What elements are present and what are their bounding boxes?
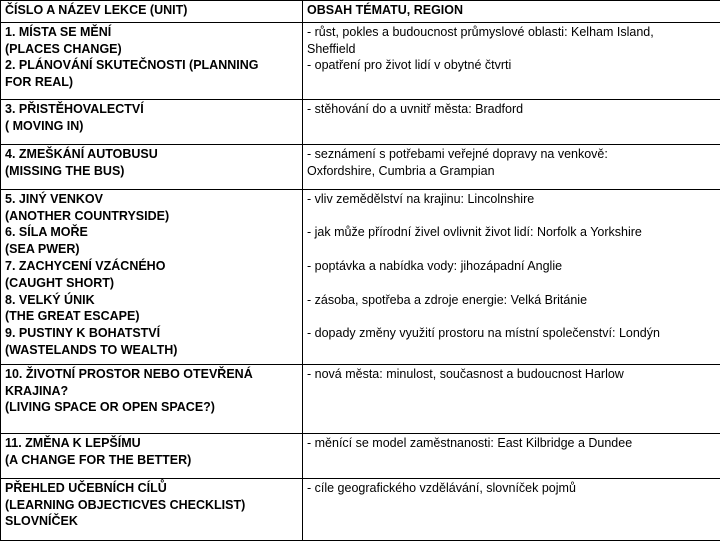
header-unit: ČÍSLO A NÁZEV LEKCE (UNIT) bbox=[1, 1, 303, 23]
content-cell bbox=[303, 99, 720, 144]
unit-text: 5. JINÝ VENKOV (ANOTHER COUNTRYSIDE) 6. SÍLA MOŘE (SEA PWER) 7. ZACHYCENÍ VZÁCNÉHO (CAUGHT SHORT) 8. VELKÝ ÚNIK (THE GREAT ESCAPE) 9. PUSTINY K BOHATSTVÍ (WASTELANDS TO WEALTH) bbox=[5, 191, 298, 359]
unit-text: 3. PŘISTĚHOVALECTVÍ ( MOVING IN) bbox=[5, 101, 298, 135]
content-text: - zásoba, spotřeba a zdroje energie: Velká Británie bbox=[307, 292, 720, 309]
unit-cell bbox=[1, 99, 303, 144]
table-row bbox=[1, 364, 720, 433]
table-row bbox=[1, 189, 720, 364]
content-text: - nová města: minulost, současnost a budoucnost Harlow bbox=[307, 366, 720, 383]
content-text: - seznámení s potřebami veřejné dopravy na venkově: Oxfordshire, Cumbria a Grampian bbox=[307, 146, 720, 180]
content-cell bbox=[303, 433, 720, 478]
content-text: - stěhování do a uvnitř města: Bradford bbox=[307, 101, 720, 118]
unit-text: 1. MÍSTA SE MĚNÍ (PLACES CHANGE) 2. PLÁNOVÁNÍ SKUTEČNOSTI (PLANNING FOR REAL) bbox=[5, 24, 298, 91]
unit-cell bbox=[1, 433, 303, 478]
content-text: - vliv zemědělství na krajinu: Lincolnshire bbox=[307, 191, 720, 208]
unit-text: 11. ZMĚNA K LEPŠÍMU (A CHANGE FOR THE BETTER) bbox=[5, 435, 298, 469]
unit-cell bbox=[1, 478, 303, 540]
table-row bbox=[1, 478, 720, 540]
table-header-row bbox=[1, 1, 720, 23]
table-row bbox=[1, 433, 720, 478]
content-text: - měnící se model zaměstnanosti: East Kilbridge a Dundee bbox=[307, 435, 720, 452]
content-text: - poptávka a nabídka vody: jihozápadní Anglie bbox=[307, 258, 720, 275]
content-cell bbox=[303, 189, 720, 364]
unit-cell bbox=[1, 189, 303, 364]
table-row bbox=[1, 144, 720, 189]
table-row bbox=[1, 22, 720, 99]
unit-text: 10. ŽIVOTNÍ PROSTOR NEBO OTEVŘENÁ KRAJINA? (LIVING SPACE OR OPEN SPACE?) bbox=[5, 366, 298, 416]
content-text: - opatření pro život lidí v obytné čtvrti bbox=[307, 57, 720, 74]
unit-cell bbox=[1, 144, 303, 189]
unit-cell bbox=[1, 22, 303, 99]
unit-text: 4. ZMEŠKÁNÍ AUTOBUSU (MISSING THE BUS) bbox=[5, 146, 298, 180]
content-cell bbox=[303, 364, 720, 433]
content-text: - dopady změny využití prostoru na místní společenství: Londýn bbox=[307, 325, 720, 342]
content-text: - růst, pokles a budoucnost průmyslové oblasti: Kelham Island, Sheffield bbox=[307, 24, 720, 58]
content-cell bbox=[303, 22, 720, 99]
header-content-region: OBSAH TÉMATU, REGION bbox=[303, 1, 720, 23]
content-text: - jak může přírodní živel ovlivnit život lidí: Norfolk a Yorkshire bbox=[307, 224, 720, 241]
table-row bbox=[1, 99, 720, 144]
content-text: - cíle geografického vzdělávání, slovníček pojmů bbox=[307, 480, 720, 497]
content-cell bbox=[303, 144, 720, 189]
unit-text: PŘEHLED UČEBNÍCH CÍLŮ (LEARNING OBJECTICVES CHECKLIST) SLOVNÍČEK bbox=[5, 480, 298, 530]
unit-cell bbox=[1, 364, 303, 433]
content-cell bbox=[303, 478, 720, 540]
